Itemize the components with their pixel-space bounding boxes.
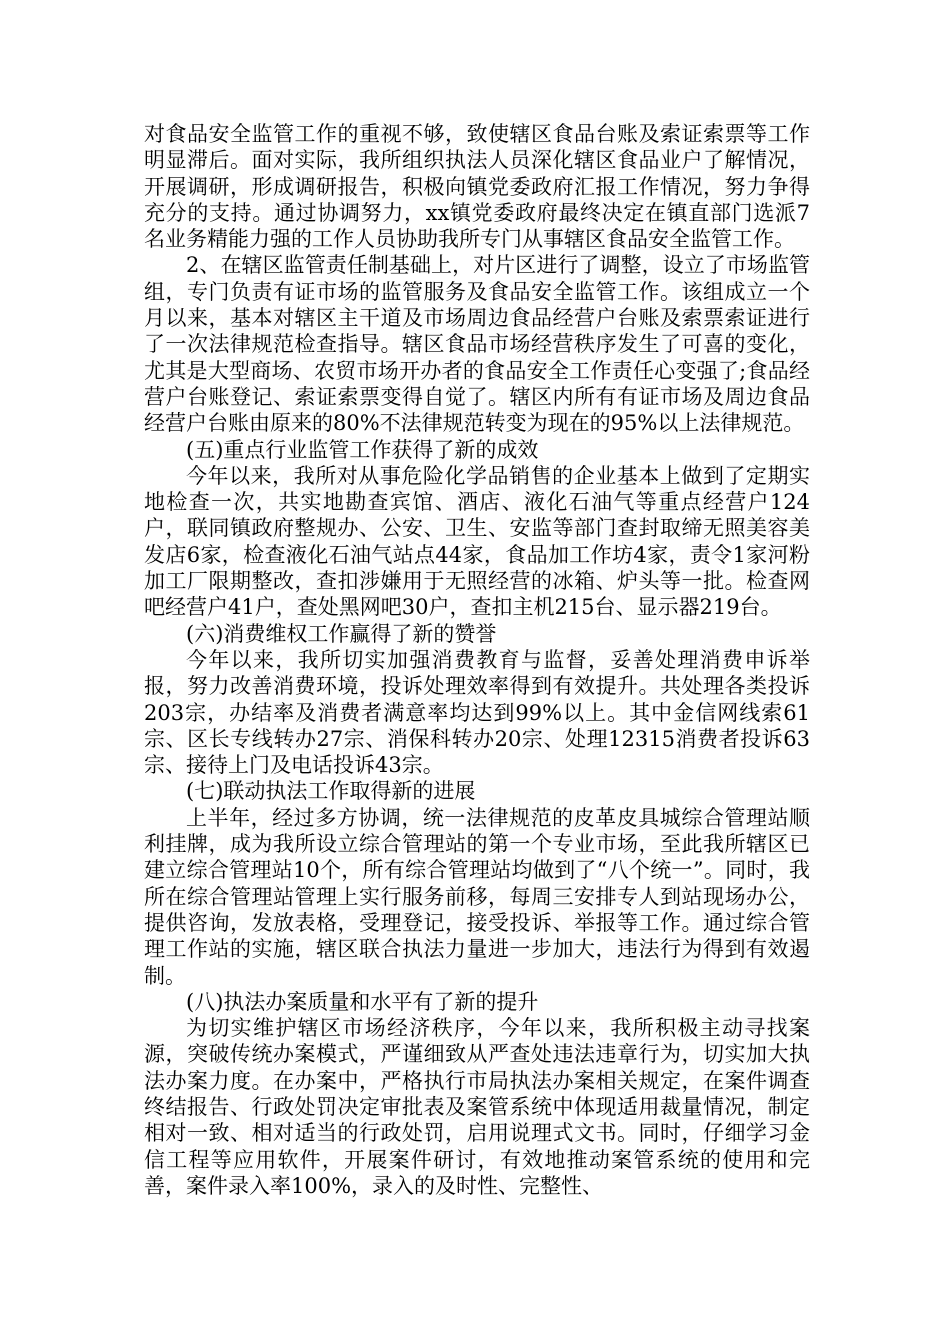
- paragraph-case-handling: 为切实维护辖区市场经济秩序，今年以来，我所积极主动寻找案源，突破传统办案模式，严谨细致从严查处违法违章行为，切实加大执法办案力度。在办案中，严格执行市局执法办案相关规定，在案件调查终结报告、行政处罚决定审批表及案管系统中体现适用裁量情况，制定相对一致、相对适当的行政处罚，启用说理式文书。同时，仔细学习金信工程等应用软件，开展案件研讨，有效地推动案管系统的使用和完善，案件录入率100%，录入的及时性、完整性、: [144, 1016, 810, 1198]
- section-heading-6: (六)消费维权工作赢得了新的赞誉: [186, 621, 497, 646]
- paragraph-market-supervision-group: 2、在辖区监管责任制基础上，对片区进行了调整，设立了市场监管组，专门负责有证市场的监管服务及食品安全监管工作。该组成立一个月以来，基本对辖区主干道及市场周边食品经营户台账及索票索证进行了一次法律规范检查指导。辖区食品市场经营秩序发生了可喜的变化，尤其是大型商场、农贸市场开办者的食品安全工作责任心变强了;食品经营户台账登记、索证索票变得自觉了。辖区内所有有证市场及周边食品经营户台账由原来的80%不法律规范转变为现在的95%以上法律规范。: [144, 253, 810, 436]
- section-heading-5: (五)重点行业监管工作获得了新的成效: [186, 437, 539, 462]
- section-heading-8: (八)执法办案质量和水平有了新的提升: [186, 989, 539, 1014]
- paragraph-food-safety-support: 对食品安全监管工作的重视不够，致使辖区食品台账及索证索票等工作明显滞后。面对实际，我所组织执法人员深化辖区食品业户了解情况，开展调研，形成调研报告，积极向镇党委政府汇报工作情况，努力争得充分的支持。通过协调努力，xx镇党委政府最终决定在镇直部门选派7名业务精能力强的工作人员协助我所专门从事辖区食品安全监管工作。: [144, 122, 810, 252]
- document-page: [144, 121, 810, 1199]
- paragraph-consumer-rights: 今年以来，我所切实加强消费教育与监督，妥善处理消费申诉举报，努力改善消费环境，投诉处理效率得到有效提升。共处理各类投诉203宗，办结率及消费者满意率均达到99%以上。其中金信网线索61宗、区长专线转办27宗、消保科转办20宗、处理12315消费者投诉63宗、接待上门及电话投诉43宗。: [144, 647, 810, 778]
- paragraph-joint-enforcement: 上半年，经过多方协调，统一法律规范的皮革皮具城综合管理站顺利挂牌，成为我所设立综合管理站的第一个专业市场，至此我所辖区已建立综合管理站10个，所有综合管理站均做到了“八个统一”。同时，我所在综合管理站管理上实行服务前移，每周三安排专人到站现场办公，提供咨询，发放表格，受理登记，接受投诉、举报等工作。通过综合管理工作站的实施，辖区联合执法力量进一步加大，违法行为得到有效遏制。: [144, 805, 810, 988]
- section-heading-7: (七)联动执法工作取得新的进展: [186, 779, 476, 804]
- paragraph-key-industry-supervision: 今年以来，我所对从事危险化学品销售的企业基本上做到了定期实地检查一次，共实地勘查宾馆、酒店、液化石油气等重点经营户124户，联同镇政府整规办、公安、卫生、安监等部门查封取缔无照美容美发店6家，检查液化石油气站点44家，食品加工作坊4家，责令1家河粉加工厂限期整改，查扣涉嫌用于无照经营的冰箱、炉头等一批。检查网吧经营户41户，查处黑网吧30户，查扣主机215台、显示器219台。: [144, 463, 810, 620]
